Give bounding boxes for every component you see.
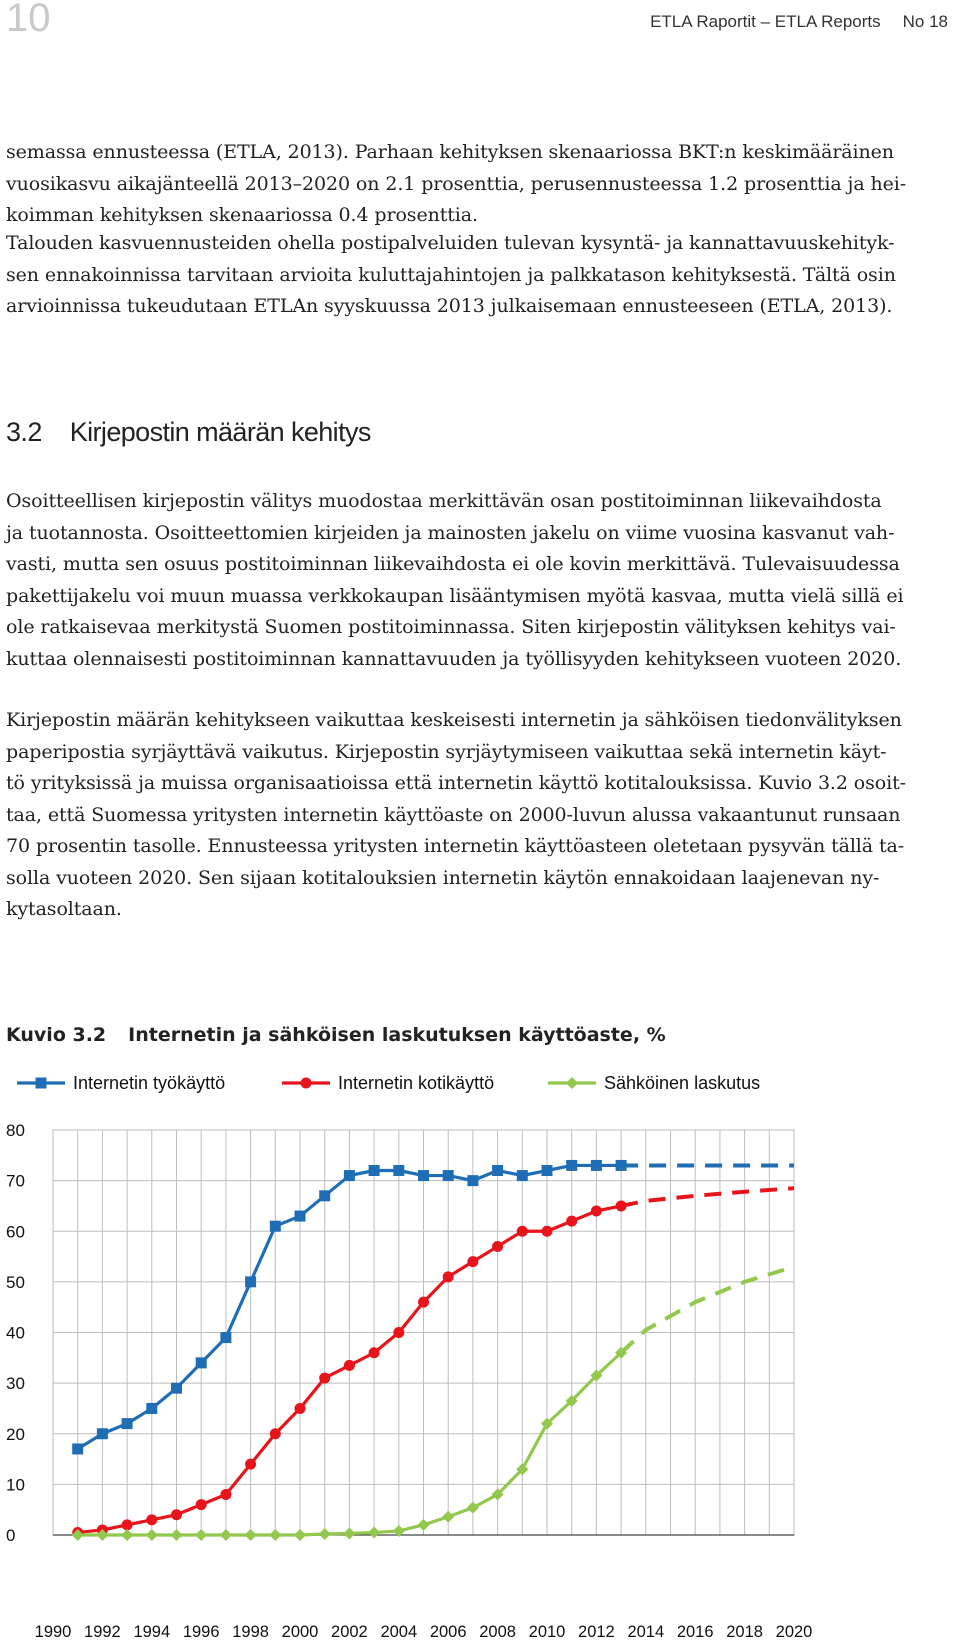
- x-tick-label: 2000: [281, 1623, 319, 1641]
- page-number: 10: [6, 0, 51, 40]
- data-point: [171, 1383, 182, 1394]
- text-line: pakettijakelu voi muun muassa verkkokaupan lisääntymisen myötä kasvaa, mutta vielä sillä ei: [6, 584, 904, 607]
- x-tick-label: 1992: [84, 1623, 121, 1641]
- data-point: [344, 1360, 355, 1371]
- data-point: [122, 1418, 133, 1429]
- legend-label: Sähköinen laskutus: [604, 1075, 761, 1093]
- x-tick-label: 1996: [182, 1623, 220, 1641]
- y-tick-label: 80: [6, 1121, 25, 1140]
- data-point: [270, 1221, 281, 1232]
- text-line: paperipostia syrjäyttävä vaikutus. Kirjepostin syrjäytymiseen vaikuttaa sekä internetin käyt-: [6, 740, 887, 763]
- y-tick-label: 10: [6, 1475, 25, 1495]
- paragraph-1: [6, 137, 956, 232]
- legend-label: Internetin kotikäyttö: [338, 1075, 495, 1093]
- data-point: [369, 1347, 380, 1358]
- data-point: [196, 1357, 207, 1368]
- x-tick-label: 1990: [34, 1623, 72, 1641]
- text-line: Kirjepostin määrän kehitykseen vaikuttaa keskeisesti internetin ja sähköisen tiedonvälityksen: [6, 709, 902, 731]
- data-point: [591, 1206, 602, 1217]
- y-tick-label: 40: [6, 1323, 25, 1343]
- paragraph-2: [6, 228, 956, 323]
- text-line: sen ennakoinnissa tarvitaan arvioita kuluttajahintojen ja palkkatason kehityksestä. Tältä osin: [6, 263, 896, 286]
- text-line: ole ratkaisevaa merkitystä Suomen postitoiminnassa. Siten kirjepostin välityksen kehitys vai-: [6, 616, 896, 638]
- data-point: [443, 1271, 454, 1282]
- text-line: Talouden kasvuennusteiden ohella postipalveluiden tulevan kysyntä- ja kannattavuuskehityk-: [6, 232, 895, 254]
- data-point: [146, 1514, 157, 1525]
- data-point: [616, 1200, 627, 1211]
- text-line: 70 prosentin tasolle. Ennusteessa yritysten internetin käyttöasteen oletetaan pysyvän tällä ta-: [6, 835, 905, 857]
- text-line: kuttaa olennaisesti postitoiminnan kannattavuuden ja työllisyyden kehitykseen vuoteen 2020.: [6, 647, 902, 670]
- data-point: [196, 1499, 207, 1510]
- paragraph-4: [6, 705, 956, 926]
- x-tick-label: 2008: [479, 1623, 516, 1641]
- data-point: [566, 1160, 577, 1171]
- data-point: [295, 1211, 306, 1222]
- data-point: [319, 1373, 330, 1384]
- data-point: [220, 1332, 231, 1343]
- text-line: solla vuoteen 2020. Sen sijaan kotitalouksien internetin käytön ennakoidaan laajenevan ny-: [6, 866, 880, 889]
- legend-label: Internetin työkäyttö: [73, 1075, 226, 1093]
- figure-label: Kuvio 3.2: [6, 1024, 107, 1046]
- data-point: [517, 1226, 528, 1237]
- figure-title: Internetin ja sähköisen laskutuksen käyttöaste, %: [128, 1024, 666, 1046]
- text-line: tö yrityksissä ja muissa organisaatioissa että internetin käyttö kotitalouksissa. Kuvio 3.2 osoit-: [6, 772, 906, 794]
- text-line: vasti, mutta sen osuus postitoiminnan liikevaihdosta ei ole kovin merkittävä. Tulevaisuudessa: [6, 553, 900, 575]
- y-tick-label: 20: [6, 1424, 25, 1444]
- data-point: [616, 1160, 627, 1171]
- data-point: [97, 1428, 108, 1439]
- text-line: ja tuotannosta. Osoitteettomien kirjeiden ja mainosten jakelu on viime vuosina kasvanut vah-: [6, 521, 895, 544]
- section-title: Kirjepostin määrän kehitys: [69, 417, 371, 447]
- data-point: [393, 1327, 404, 1338]
- data-point: [492, 1241, 503, 1252]
- data-point: [72, 1443, 83, 1454]
- y-tick-label: 50: [6, 1272, 25, 1292]
- y-tick-label: 0: [6, 1526, 16, 1545]
- figure-caption: [6, 1024, 666, 1046]
- x-tick-label: 1994: [133, 1623, 171, 1641]
- legend-marker: [301, 1078, 312, 1089]
- data-point: [467, 1175, 478, 1186]
- running-title: ETLA Raportit – ETLA Reports: [650, 12, 881, 31]
- x-tick-label: 2018: [726, 1623, 763, 1641]
- x-tick-label: 2004: [380, 1623, 418, 1641]
- text-line: Osoitteellisen kirjepostin välitys muodostaa merkittävän osan postitoiminnan liikevaihdosta: [6, 490, 882, 512]
- data-point: [171, 1509, 182, 1520]
- data-point: [369, 1165, 380, 1176]
- y-tick-label: 70: [6, 1171, 25, 1191]
- x-tick-label: 2020: [775, 1623, 813, 1641]
- section-heading: [6, 417, 371, 448]
- chart-container: [0, 1075, 960, 1646]
- line-chart: [0, 1075, 960, 1642]
- data-point: [566, 1216, 577, 1227]
- text-line: semassa ennusteessa (ETLA, 2013). Parhaan kehityksen skenaariossa BKT:n keskimääräinen: [6, 141, 894, 163]
- text-line: koimman kehityksen skenaariossa 0.4 prosenttia.: [6, 204, 478, 226]
- data-point: [393, 1165, 404, 1176]
- y-tick-label: 60: [6, 1222, 25, 1242]
- x-tick-label: 1998: [232, 1623, 269, 1641]
- data-point: [295, 1403, 306, 1414]
- text-line: arvioinnissa tukeudutaan ETLAn syyskuussa 2013 julkaisemaan ennusteeseen (ETLA, 2013).: [6, 295, 893, 317]
- data-point: [517, 1170, 528, 1181]
- x-tick-label: 2016: [676, 1623, 714, 1641]
- paragraph-3: [6, 486, 956, 675]
- data-point: [591, 1160, 602, 1171]
- data-point: [319, 1190, 330, 1201]
- data-point: [245, 1459, 256, 1470]
- data-point: [542, 1165, 553, 1176]
- data-point: [418, 1297, 429, 1308]
- report-number: No 18: [902, 12, 948, 31]
- legend-marker: [36, 1078, 47, 1089]
- text-line: taa, että Suomessa yritysten internetin käyttöaste on 2000-luvun alussa vakaantunut runsaan: [6, 803, 901, 826]
- y-tick-label: 30: [6, 1374, 25, 1394]
- x-tick-label: 2010: [528, 1623, 566, 1641]
- data-point: [146, 1403, 157, 1414]
- data-point: [245, 1276, 256, 1287]
- data-point: [542, 1226, 553, 1237]
- data-point: [344, 1170, 355, 1181]
- x-tick-label: 2006: [429, 1623, 467, 1641]
- data-point: [418, 1170, 429, 1181]
- x-tick-label: 2002: [331, 1623, 368, 1641]
- data-point: [220, 1489, 231, 1500]
- text-line: kytasoltaan.: [6, 898, 122, 920]
- text-line: vuosikasvu aikajänteellä 2013–2020 on 2.1 prosenttia, perusennusteessa 1.2 prosenttia ja hei-: [6, 172, 907, 195]
- section-number: 3.2: [6, 417, 42, 447]
- legend-marker: [566, 1077, 578, 1089]
- x-tick-label: 2012: [578, 1623, 615, 1641]
- data-point: [492, 1165, 503, 1176]
- data-point: [443, 1170, 454, 1181]
- running-header: [650, 12, 948, 32]
- x-tick-label: 2014: [627, 1623, 665, 1641]
- data-point: [467, 1256, 478, 1267]
- data-point: [270, 1428, 281, 1439]
- data-point: [122, 1519, 133, 1530]
